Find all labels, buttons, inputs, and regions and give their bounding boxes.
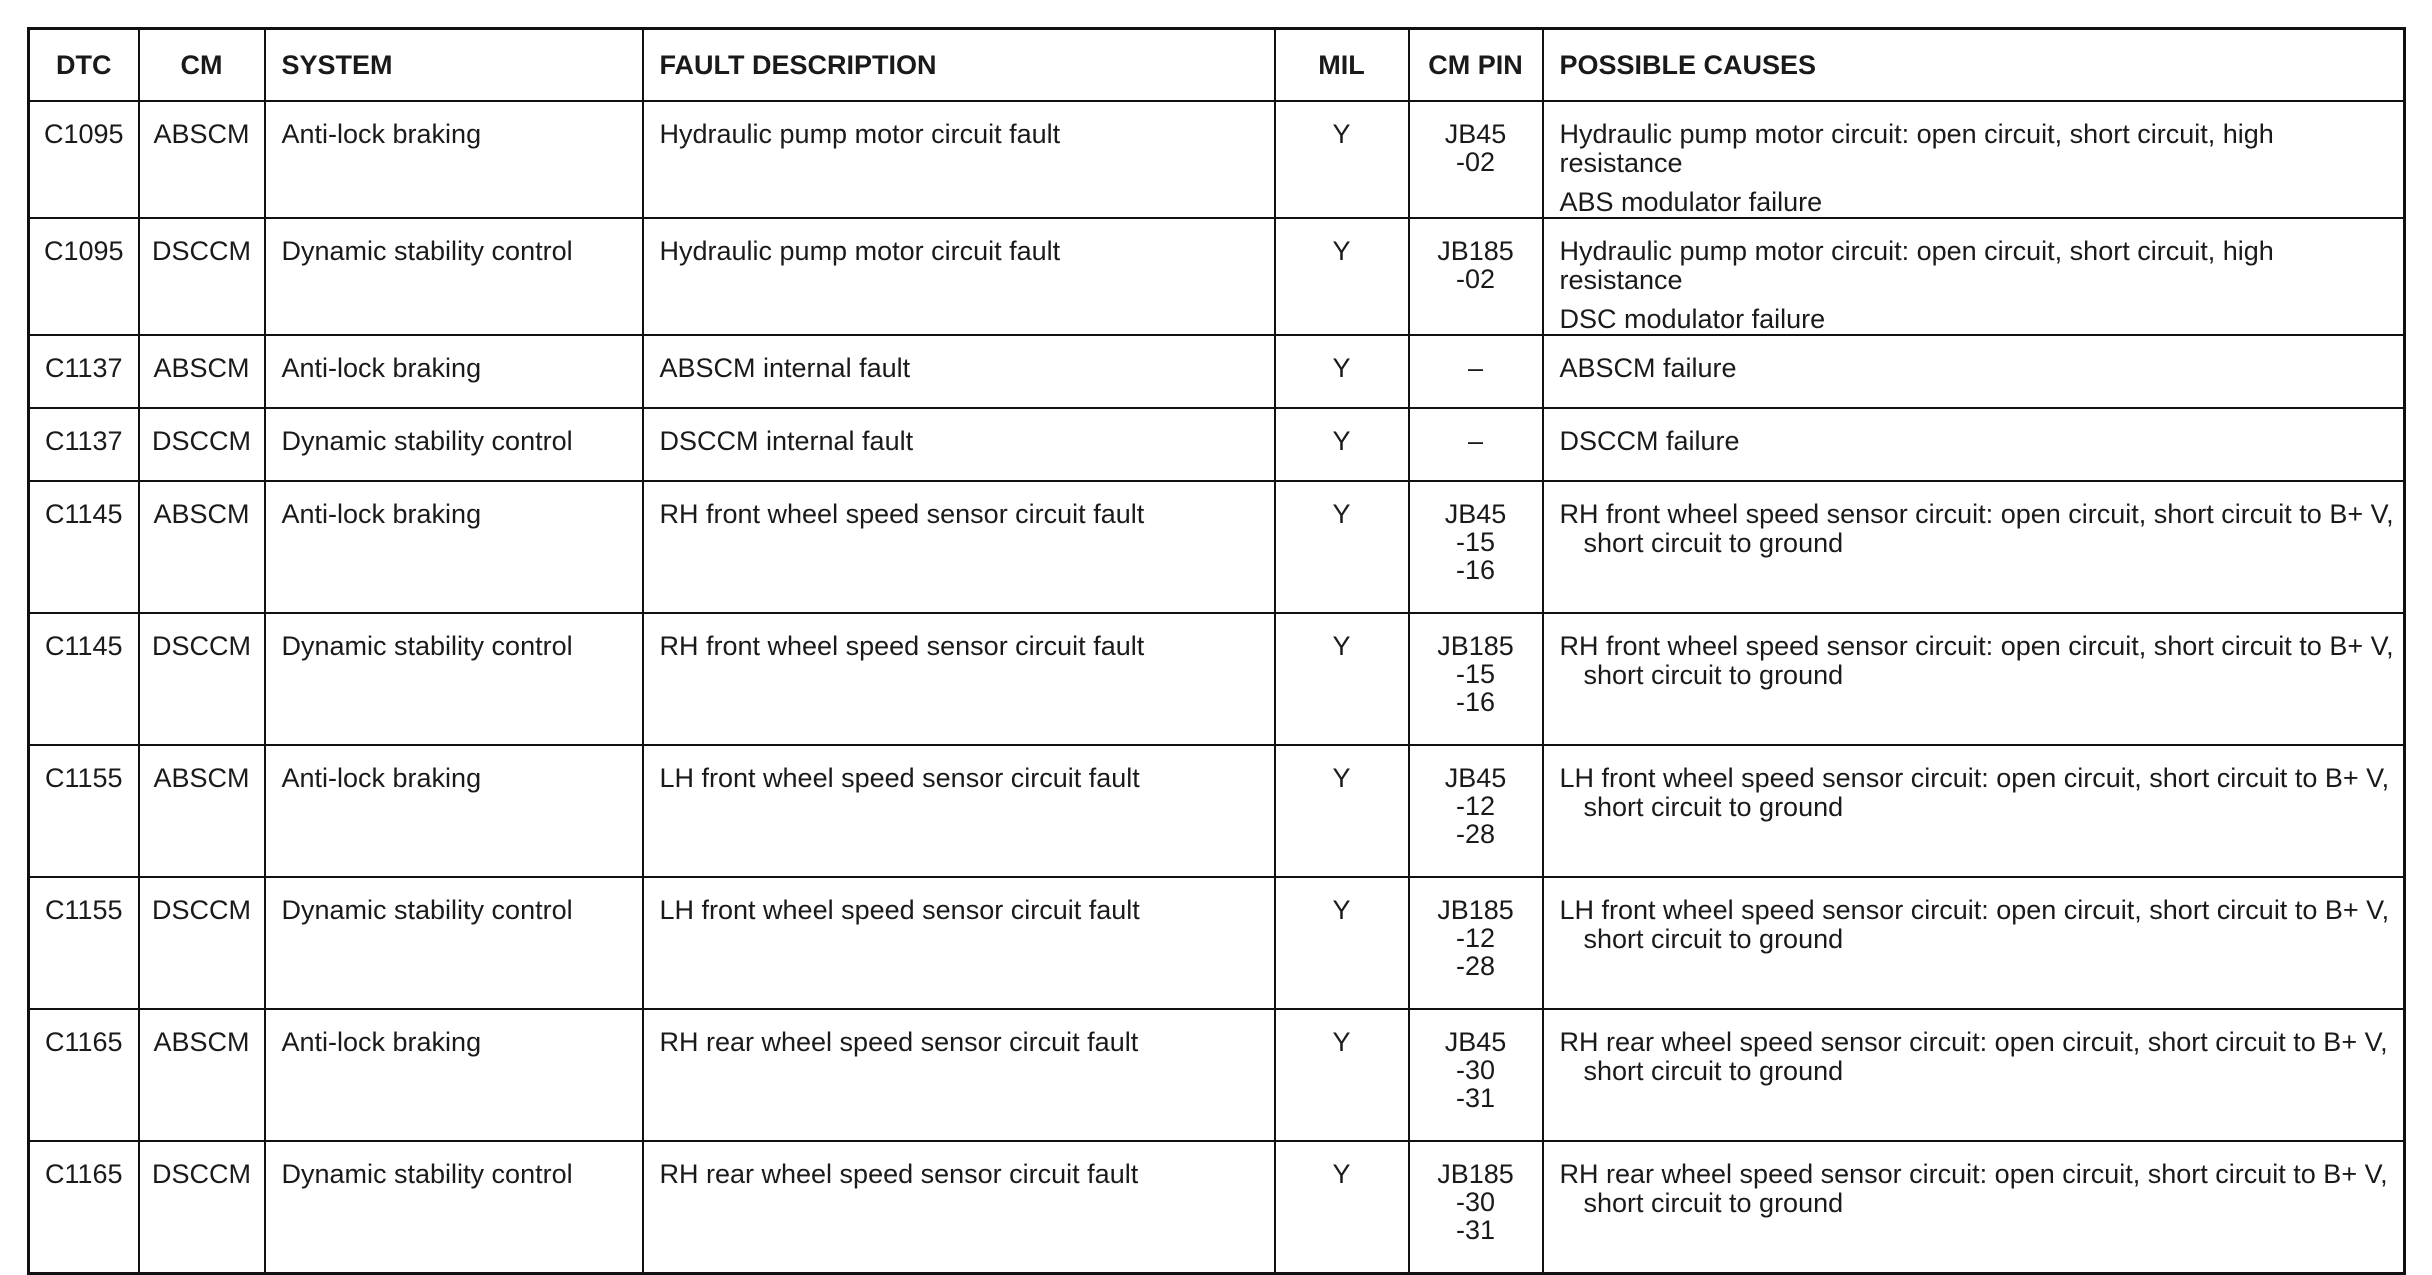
header-system: SYSTEM: [265, 29, 643, 102]
fault-description-cell: Hydraulic pump motor circuit fault: [643, 101, 1275, 218]
header-row: [29, 29, 2405, 102]
mil-cell: Y: [1275, 1009, 1409, 1141]
cm-pin-line: -30: [1455, 1055, 1496, 1085]
cm-pin-line: -30: [1455, 1187, 1496, 1217]
possible-causes-cell: [1543, 218, 2405, 335]
table-row: [29, 101, 2405, 218]
possible-cause-line: ABS modulator failure: [1559, 187, 1823, 217]
possible-cause-line: RH rear wheel speed sensor circuit: open circuit, short circuit to B+ V,: [1559, 1027, 2388, 1057]
control-module-cell: ABSCM: [139, 1009, 265, 1141]
possible-cause-line: short circuit to ground: [1583, 792, 1844, 822]
table-row: [29, 745, 2405, 877]
fault-description-cell: DSCCM internal fault: [643, 408, 1275, 481]
table-body: [29, 101, 2405, 1274]
possible-cause-line: LH front wheel speed sensor circuit: open circuit, short circuit to B+ V,: [1559, 763, 2390, 793]
header-cm-pin: CM PIN: [1409, 29, 1543, 102]
header-cm: CM: [139, 29, 265, 102]
cm-pin-cell: [1409, 335, 1543, 408]
cm-pin-line: JB185: [1437, 895, 1514, 925]
mil-cell: Y: [1275, 218, 1409, 335]
control-module-cell: ABSCM: [139, 335, 265, 408]
system-cell: Dynamic stability control: [265, 408, 643, 481]
table-row: [29, 218, 2405, 335]
possible-cause-line: short circuit to ground: [1583, 528, 1844, 558]
mil-cell: Y: [1275, 877, 1409, 1009]
fault-description-cell: RH rear wheel speed sensor circuit fault: [643, 1141, 1275, 1274]
system-cell: Anti-lock braking: [265, 481, 643, 613]
dtc-code-cell: C1095: [29, 101, 139, 218]
mil-cell: Y: [1275, 1141, 1409, 1274]
table-row: [29, 1009, 2405, 1141]
fault-description-cell: ABSCM internal fault: [643, 335, 1275, 408]
system-cell: Dynamic stability control: [265, 877, 643, 1009]
control-module-cell: ABSCM: [139, 101, 265, 218]
dtc-table: [27, 27, 2406, 1275]
cm-pin-line: JB45: [1444, 763, 1507, 793]
possible-causes-cell: [1543, 481, 2405, 613]
cm-pin-line: -16: [1455, 555, 1496, 585]
fault-description-cell: Hydraulic pump motor circuit fault: [643, 218, 1275, 335]
cm-pin-line: -15: [1455, 659, 1496, 689]
fault-description-cell: LH front wheel speed sensor circuit fault: [643, 877, 1275, 1009]
cm-pin-cell: [1409, 877, 1543, 1009]
possible-cause-line: RH front wheel speed sensor circuit: open circuit, short circuit to B+ V,: [1559, 631, 2394, 661]
system-cell: Dynamic stability control: [265, 218, 643, 335]
table-row: [29, 877, 2405, 1009]
possible-cause-line: Hydraulic pump motor circuit: open circuit, short circuit, high resistance: [1559, 236, 2274, 295]
dtc-code-cell: C1155: [29, 745, 139, 877]
mil-cell: Y: [1275, 745, 1409, 877]
possible-cause-line: short circuit to ground: [1583, 1056, 1844, 1086]
dtc-code-cell: C1155: [29, 877, 139, 1009]
system-cell: Dynamic stability control: [265, 1141, 643, 1274]
possible-cause-line: short circuit to ground: [1583, 1188, 1844, 1218]
cm-pin-line: -12: [1455, 791, 1496, 821]
possible-cause-line: RH front wheel speed sensor circuit: open circuit, short circuit to B+ V,: [1559, 499, 2394, 529]
mil-cell: Y: [1275, 613, 1409, 745]
cm-pin-line: JB185: [1437, 236, 1514, 266]
cm-pin-line: -31: [1455, 1215, 1496, 1245]
cm-pin-cell: [1409, 481, 1543, 613]
fault-description-cell: RH rear wheel speed sensor circuit fault: [643, 1009, 1275, 1141]
possible-causes-cell: [1543, 101, 2405, 218]
dtc-code-cell: C1145: [29, 613, 139, 745]
cm-pin-line: JB45: [1444, 119, 1507, 149]
fault-description-cell: RH front wheel speed sensor circuit fault: [643, 613, 1275, 745]
dtc-code-cell: C1137: [29, 335, 139, 408]
cm-pin-line: -28: [1455, 951, 1496, 981]
possible-causes-cell: [1543, 335, 2405, 408]
possible-cause-line: short circuit to ground: [1583, 660, 1844, 690]
table-row: [29, 1141, 2405, 1274]
header-fault-description: FAULT DESCRIPTION: [643, 29, 1275, 102]
system-cell: Dynamic stability control: [265, 613, 643, 745]
mil-cell: Y: [1275, 101, 1409, 218]
possible-cause-line: DSCCM failure: [1559, 426, 1740, 456]
system-cell: Anti-lock braking: [265, 101, 643, 218]
table-row: [29, 335, 2405, 408]
possible-causes-cell: [1543, 408, 2405, 481]
dtc-code-cell: C1165: [29, 1009, 139, 1141]
cm-pin-cell: [1409, 1009, 1543, 1141]
possible-cause-line: LH front wheel speed sensor circuit: open circuit, short circuit to B+ V,: [1559, 895, 2390, 925]
cm-pin-line: JB185: [1437, 631, 1514, 661]
possible-causes-cell: [1543, 1009, 2405, 1141]
table-row: [29, 408, 2405, 481]
cm-pin-line: –: [1467, 353, 1484, 383]
system-cell: Anti-lock braking: [265, 335, 643, 408]
possible-cause-line: ABSCM failure: [1559, 353, 1737, 383]
fault-description-cell: LH front wheel speed sensor circuit fault: [643, 745, 1275, 877]
dtc-code-cell: C1137: [29, 408, 139, 481]
dtc-code-cell: C1145: [29, 481, 139, 613]
control-module-cell: ABSCM: [139, 745, 265, 877]
possible-cause-line: RH rear wheel speed sensor circuit: open circuit, short circuit to B+ V,: [1559, 1159, 2388, 1189]
cm-pin-cell: [1409, 101, 1543, 218]
cm-pin-line: -16: [1455, 687, 1496, 717]
cm-pin-line: -15: [1455, 527, 1496, 557]
table-row: [29, 613, 2405, 745]
control-module-cell: DSCCM: [139, 613, 265, 745]
table-row: [29, 481, 2405, 613]
mil-cell: Y: [1275, 481, 1409, 613]
possible-causes-cell: [1543, 877, 2405, 1009]
control-module-cell: DSCCM: [139, 877, 265, 1009]
cm-pin-line: –: [1467, 426, 1484, 456]
mil-cell: Y: [1275, 408, 1409, 481]
possible-causes-cell: [1543, 1141, 2405, 1274]
dtc-code-cell: C1165: [29, 1141, 139, 1274]
cm-pin-line: JB45: [1444, 499, 1507, 529]
possible-cause-line: short circuit to ground: [1583, 924, 1844, 954]
cm-pin-cell: [1409, 408, 1543, 481]
cm-pin-line: -02: [1455, 147, 1496, 177]
possible-causes-cell: [1543, 613, 2405, 745]
cm-pin-line: -12: [1455, 923, 1496, 953]
control-module-cell: DSCCM: [139, 1141, 265, 1274]
cm-pin-line: JB45: [1444, 1027, 1507, 1057]
system-cell: Anti-lock braking: [265, 745, 643, 877]
control-module-cell: ABSCM: [139, 481, 265, 613]
mil-cell: Y: [1275, 335, 1409, 408]
possible-cause-line: Hydraulic pump motor circuit: open circuit, short circuit, high resistance: [1559, 119, 2274, 178]
possible-cause-line: DSC modulator failure: [1559, 304, 1826, 334]
header-mil: MIL: [1275, 29, 1409, 102]
dtc-code-cell: C1095: [29, 218, 139, 335]
cm-pin-cell: [1409, 613, 1543, 745]
header-dtc: DTC: [29, 29, 139, 102]
possible-causes-cell: [1543, 745, 2405, 877]
header-possible-causes: POSSIBLE CAUSES: [1543, 29, 2405, 102]
fault-description-cell: RH front wheel speed sensor circuit fault: [643, 481, 1275, 613]
cm-pin-line: -28: [1455, 819, 1496, 849]
cm-pin-cell: [1409, 1141, 1543, 1274]
control-module-cell: DSCCM: [139, 408, 265, 481]
cm-pin-cell: [1409, 745, 1543, 877]
cm-pin-line: JB185: [1437, 1159, 1514, 1189]
system-cell: Anti-lock braking: [265, 1009, 643, 1141]
cm-pin-line: -02: [1455, 264, 1496, 294]
cm-pin-line: -31: [1455, 1083, 1496, 1113]
control-module-cell: DSCCM: [139, 218, 265, 335]
cm-pin-cell: [1409, 218, 1543, 335]
